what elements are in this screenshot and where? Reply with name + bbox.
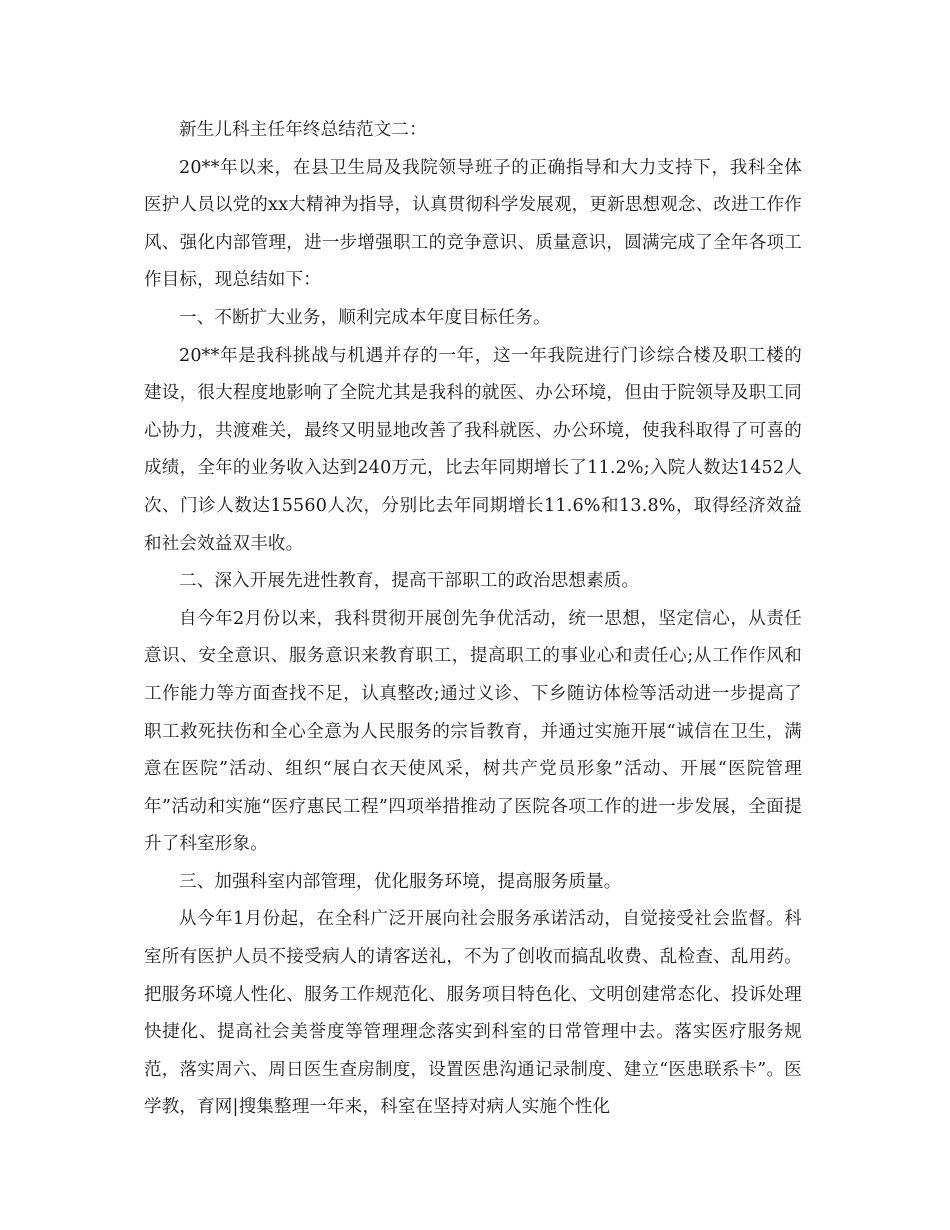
document-title: 新生儿科主任年终总结范文二：	[179, 120, 427, 140]
section-paragraph-2: 自今年2月份以来，我科贯彻开展创先争优活动，统一思想，坚定信心，从责任意识、安全意识、服务意识来教育职工，提高职工的事业心和责任心;从工作作风和工作能力等方面查找不足，认真整改;通过义诊、下乡随访体检等活动进一步提高了职工救死扶伤和全心全意为人民服务的宗旨教育，并通过实施开展“诚信在卫生，满意在医院”活动、组织“展白衣天使风采，树共产党员形象”活动、开展“医院管理年”活动和实施“医疗惠民工程”四项举措推动了医院各项工作的进一步发展，全面提升了科室形象。	[144, 608, 802, 855]
section-paragraph-3: 从今年1月份起，在全科广泛开展向社会服务承诺活动，自觉接受社会监督。科室所有医护人员不接受病人的请客送礼，不为了创收而搞乱收费、乱检查、乱用药。把服务环境人性化、服务工作规范化、服务项目特色化、文明创建常态化、投诉处理快捷化、提高社会美誉度等管理理念落实到科室的日常管理中去。落实医疗服务规范，落实周六、周日医生查房制度，设置医患沟通记录制度、建立“医患联系卡”。医学教，育网|搜集整理一年来，科室在坚持对病人实施个性化	[144, 909, 802, 1118]
section-heading-1: 一、不断扩大业务，顺利完成本年度目标任务。	[179, 307, 551, 328]
section-heading-3: 三、加强科室内部管理，优化服务环境，提高服务质量。	[179, 871, 622, 892]
document-body	[144, 112, 802, 1127]
section-heading-2: 二、深入开展先进性教育，提高干部职工的政治思想素质。	[179, 571, 640, 592]
section-paragraph-1: 20**年是我科挑战与机遇并存的一年，这一年我院进行门诊综合楼及职工楼的建设，很大程度地影响了全院尤其是我科的就医、办公环境，但由于院领导及职工同心协力，共渡难关，最终又明显地改善了我科就医、办公环境，使我科取得了可喜的成绩，全年的业务收入达到240万元，比去年同期增长了11.2%;入院人数达1452人次、门诊人数达15560人次，分别比去年同期增长11.6%和13.8%，取得经济效益和社会效益双丰收。	[144, 345, 802, 554]
intro-paragraph: 20**年以来，在县卫生局及我院领导班子的正确指导和大力支持下，我科全体医护人员以党的xx大精神为指导，认真贯彻科学发展观，更新思想观念、改进工作作风、强化内部管理，进一步增强职工的竞争意识、质量意识，圆满完成了全年各项工作目标，现总结如下：	[144, 157, 802, 291]
